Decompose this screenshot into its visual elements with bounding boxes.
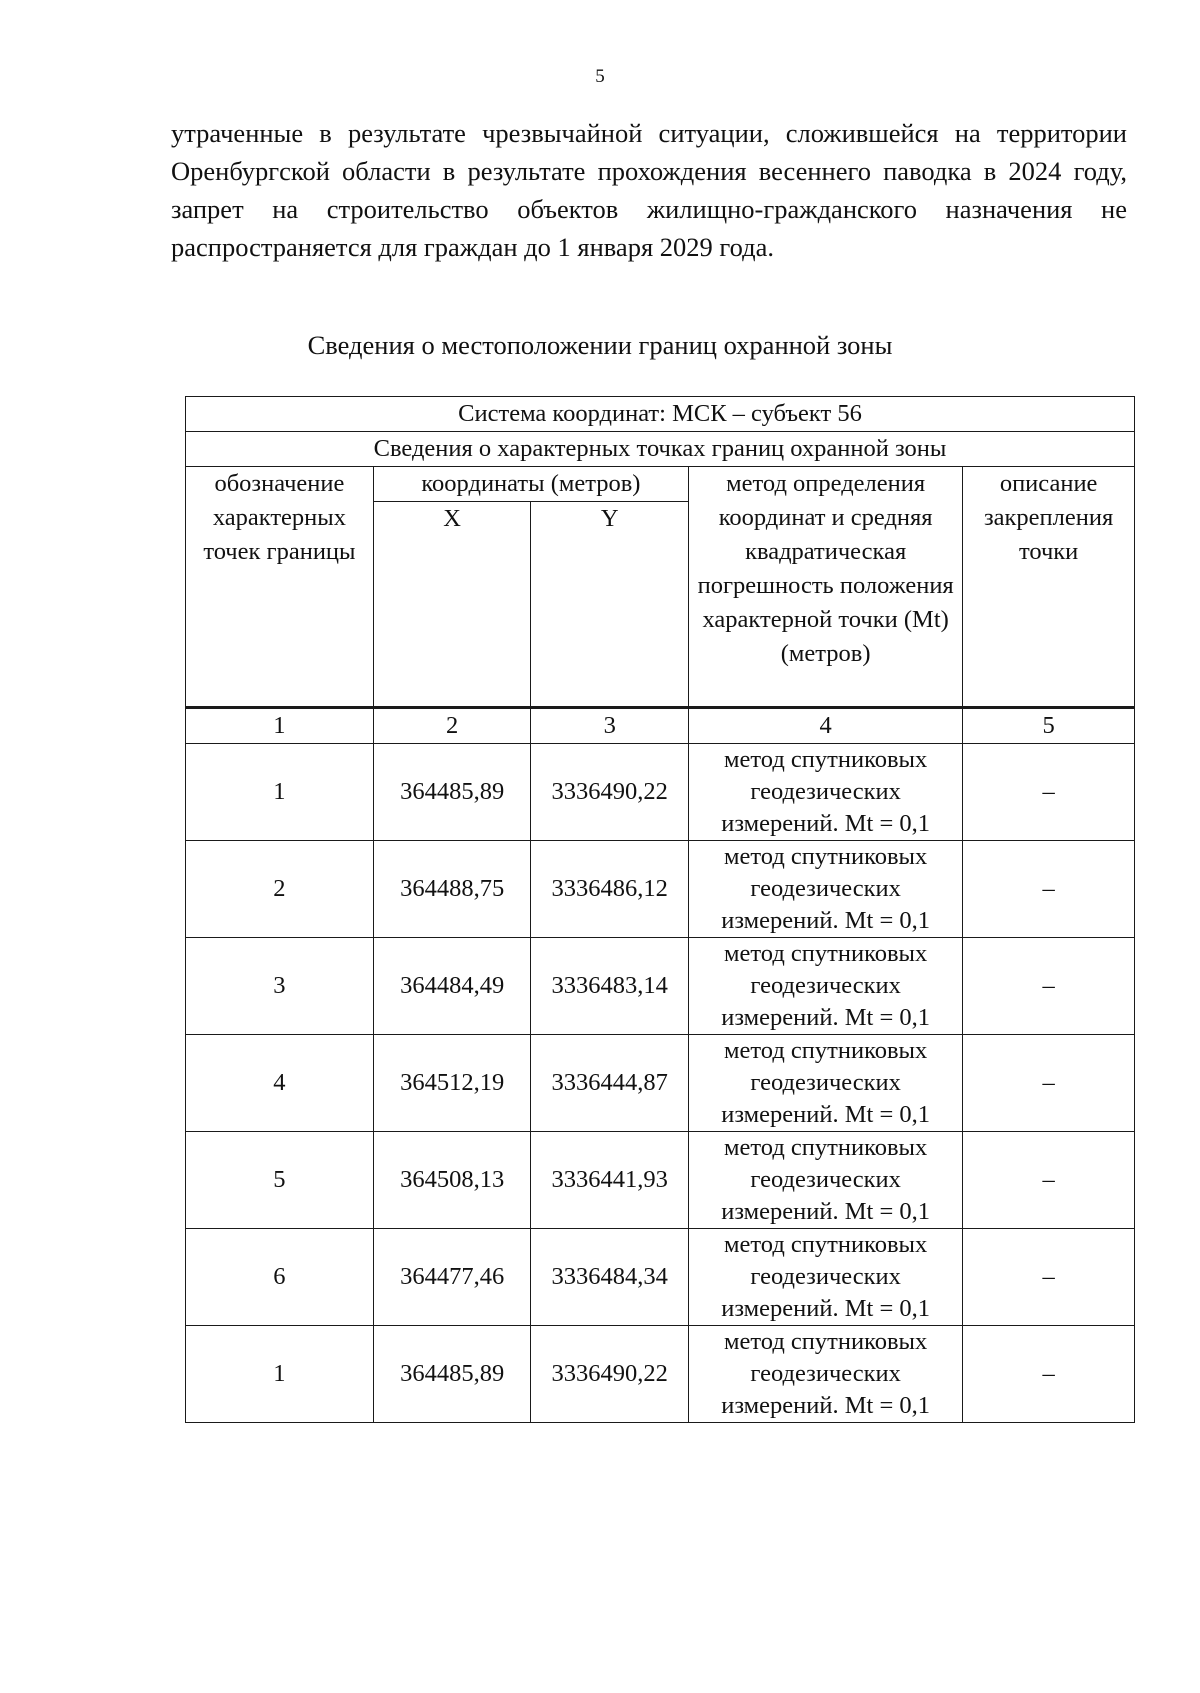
description-cell: – [963,1132,1135,1229]
table-subtitle-cell: Сведения о характерных точках границ охранной зоны [186,432,1135,467]
table-row [186,1035,1135,1132]
intro-paragraph: утраченные в результате чрезвычайной ситуации, сложившейся на территории Оренбургской области в результате прохождения весеннего паводка в 2024 году, запрет на строительство объектов жилищно-гражданского назначения не распространяется для граждан до 1 января 2029 года. [171,118,1127,262]
point-cell: 5 [186,1132,374,1229]
point-cell: 2 [186,841,374,938]
method-cell: метод спутниковых геодезических измерений. Mt = 0,1 [689,938,963,1035]
description-cell: – [963,1326,1135,1423]
header-coordinates: координаты (метров) [373,467,688,502]
table-header-row [186,397,1135,432]
column-number: 4 [689,708,963,744]
header-method: метод определения координат и средняя квадратическая погрешность положения характерной точки (Mt) (метров) [689,467,963,708]
x-cell: 364477,46 [373,1229,531,1326]
header-x: X [373,502,531,708]
table-row [186,1132,1135,1229]
point-cell: 1 [186,1326,374,1423]
column-number: 5 [963,708,1135,744]
y-cell: 3336486,12 [531,841,689,938]
section-title: Сведения о местоположении границ охранной зоны [307,330,893,360]
point-cell: 3 [186,938,374,1035]
point-cell: 4 [186,1035,374,1132]
table-row [186,841,1135,938]
column-number: 2 [373,708,531,744]
method-cell: метод спутниковых геодезических измерений. Mt = 0,1 [689,841,963,938]
method-cell: метод спутниковых геодезических измерений. Mt = 0,1 [689,744,963,841]
method-cell: метод спутниковых геодезических измерений. Mt = 0,1 [689,1229,963,1326]
y-cell: 3336484,34 [531,1229,689,1326]
column-number: 3 [531,708,689,744]
y-cell: 3336441,93 [531,1132,689,1229]
table-header-row [186,467,1135,502]
x-cell: 364512,19 [373,1035,531,1132]
y-cell: 3336490,22 [531,744,689,841]
x-cell: 364488,75 [373,841,531,938]
description-cell: – [963,1229,1135,1326]
method-cell: метод спутниковых геодезических измерений. Mt = 0,1 [689,1132,963,1229]
description-cell: – [963,1035,1135,1132]
method-cell: метод спутниковых геодезических измерений. Mt = 0,1 [689,1326,963,1423]
y-cell: 3336483,14 [531,938,689,1035]
y-cell: 3336490,22 [531,1326,689,1423]
point-cell: 6 [186,1229,374,1326]
page-number: 5 [595,66,605,87]
point-cell: 1 [186,744,374,841]
table-row [186,744,1135,841]
y-cell: 3336444,87 [531,1035,689,1132]
table-header-row [186,432,1135,467]
header-y: Y [531,502,689,708]
x-cell: 364485,89 [373,744,531,841]
x-cell: 364485,89 [373,1326,531,1423]
header-description: описание закрепления точки [963,467,1135,708]
x-cell: 364484,49 [373,938,531,1035]
x-cell: 364508,13 [373,1132,531,1229]
table-row [186,1326,1135,1423]
header-point-designation: обозначение характерных точек границы [186,467,374,708]
table-row [186,938,1135,1035]
column-number: 1 [186,708,374,744]
coordinate-system-cell: Система координат: МСК – субъект 56 [186,397,1135,432]
description-cell: – [963,744,1135,841]
method-cell: метод спутниковых геодезических измерений. Mt = 0,1 [689,1035,963,1132]
description-cell: – [963,938,1135,1035]
coordinates-table [185,396,1135,1423]
table-row [186,1229,1135,1326]
column-number-row [186,708,1135,744]
description-cell: – [963,841,1135,938]
